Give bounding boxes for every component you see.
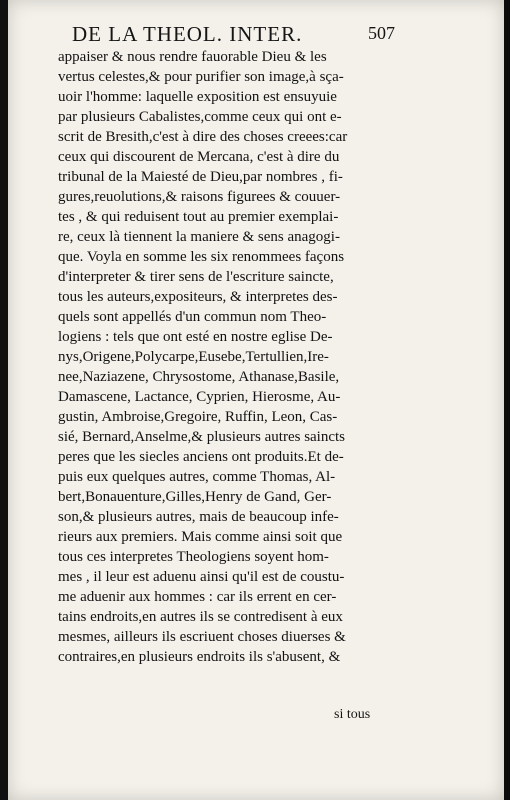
text-line: gustin, Ambroise,Gregoire, Ruffin, Leon, Cas- bbox=[58, 409, 338, 425]
page-number: 507 bbox=[368, 23, 395, 43]
text-line: puis eux quelques autres, comme Thomas, Al- bbox=[58, 469, 336, 485]
text-line: scrit de Bresith,c'est à dire des choses creees:car bbox=[58, 129, 348, 145]
running-header: DE LA THEOL. INTER. bbox=[72, 22, 303, 46]
text-line: ceux qui discourent de Mercana, c'est à dire du bbox=[58, 149, 340, 165]
scan-edge bbox=[0, 0, 8, 800]
text-line: que. Voyla en somme les six renommees façons bbox=[58, 249, 345, 265]
text-line: tribunal de la Maiesté de Dieu,par nombres , fi- bbox=[58, 169, 343, 185]
body-text bbox=[58, 47, 408, 667]
catchword: si tous bbox=[334, 707, 371, 722]
text-line: Damascene, Lactance, Cyprien, Hierosme, Au- bbox=[58, 389, 341, 405]
book-page bbox=[8, 0, 504, 800]
text-line: son,& plusieurs autres, mais de beaucoup infe- bbox=[58, 509, 339, 525]
text-line: sié, Bernard,Anselme,& plusieurs autres saincts bbox=[58, 429, 346, 445]
text-line: tous les auteurs,expositeurs, & interpretes des- bbox=[58, 289, 338, 305]
text-line: appaiser & nous rendre fauorable Dieu & les bbox=[58, 49, 327, 65]
text-line: contraires,en plusieurs endroits ils s'abusent, & bbox=[58, 649, 341, 665]
text-line: nee,Naziazene, Chrysostome, Athanase,Basile, bbox=[58, 369, 340, 385]
text-line: par plusieurs Cabalistes,comme ceux qui ont e- bbox=[58, 109, 342, 125]
text-line: logiens : tels que ont esté en nostre eglise De- bbox=[58, 329, 333, 345]
text-line: quels sont appellés d'un commun nom Theo- bbox=[58, 309, 327, 325]
text-line: d'interpreter & tirer sens de l'escriture saincte, bbox=[58, 269, 334, 285]
text-line: tes , & qui reduisent tout au premier exemplai- bbox=[58, 209, 339, 225]
text-line: peres que les siecles anciens ont produits.Et de- bbox=[58, 449, 344, 465]
text-line: tous ces interpretes Theologiens soyent hom- bbox=[58, 549, 329, 565]
text-line: bert,Bonauenture,Gilles,Henry de Gand, Ger- bbox=[58, 489, 332, 505]
text-line: vertus celestes,& pour purifier son image,à sça- bbox=[58, 69, 344, 85]
text-line: gures,reuolutions,& raisons figurees & couuer- bbox=[58, 189, 341, 205]
text-line: tains endroits,en autres ils se contredisent à eux bbox=[58, 609, 343, 625]
text-line: mes , il leur est aduenu ainsi qu'il est de coustu- bbox=[58, 569, 345, 585]
text-line: nys,Origene,Polycarpe,Eusebe,Tertullien,Ire- bbox=[58, 349, 329, 365]
text-line: mesmes, ailleurs ils escriuent choses diuerses & bbox=[58, 629, 346, 645]
text-line: re, ceux là tiennent la maniere & sens anagogi- bbox=[58, 229, 340, 245]
text-line: uoir l'homme: laquelle exposition est ensuyuie bbox=[58, 89, 337, 105]
text-line: me aduenir aux hommes : car ils errent en cer- bbox=[58, 589, 337, 605]
text-line: rieurs aux premiers. Mais comme ainsi soit que bbox=[58, 529, 343, 545]
